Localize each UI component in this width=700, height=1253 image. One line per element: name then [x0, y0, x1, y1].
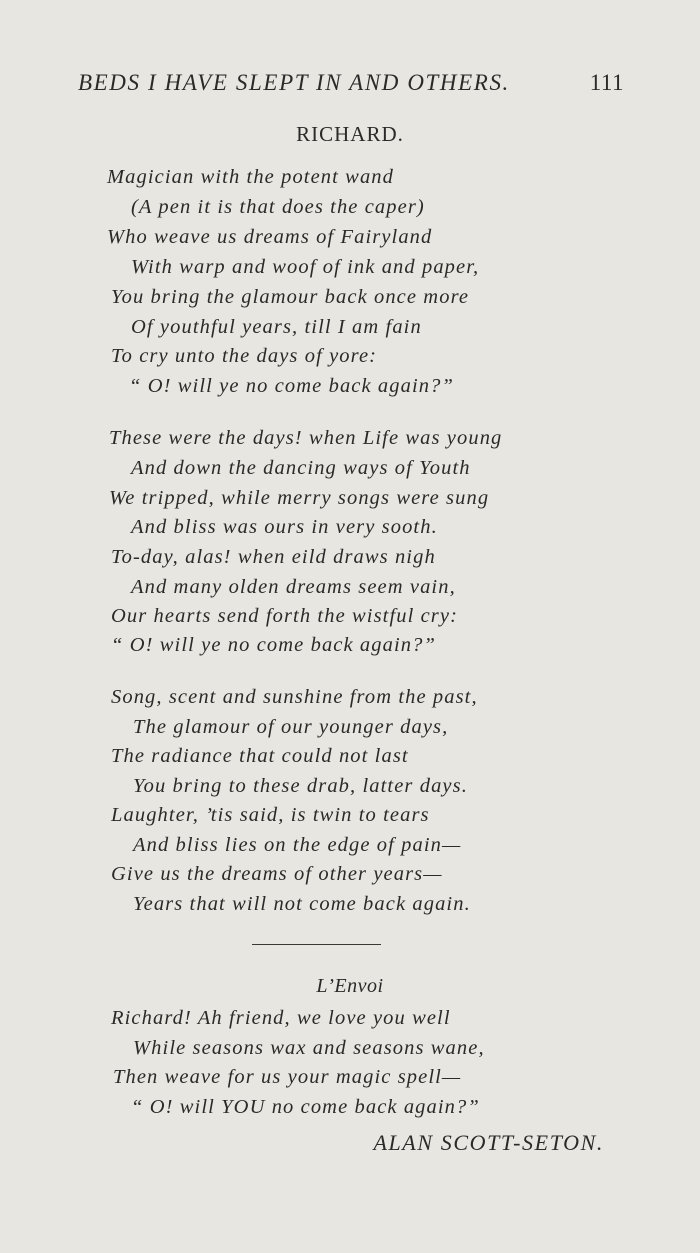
poem-line: With warp and woof of ink and paper,	[131, 256, 480, 278]
poem-line: And bliss lies on the edge of pain—	[133, 834, 462, 856]
poem-line: To cry unto the days of yore:	[111, 345, 378, 367]
page-number: 111	[589, 70, 624, 95]
envoi-title: L’Envoi	[316, 975, 384, 997]
poem-line: Who weave us dreams of Fairyland	[107, 226, 433, 248]
poem-line: Laughter, ’tis said, is twin to tears	[111, 804, 430, 826]
poem-line: Richard! Ah friend, we love you well	[111, 1007, 451, 1029]
poem-line: Years that will not come back again.	[133, 893, 471, 915]
poem-line: The radiance that could not last	[111, 745, 409, 767]
running-title: BEDS I HAVE SLEPT IN AND OTHERS.	[78, 70, 510, 95]
poem-line: Of youthful years, till I am fain	[131, 316, 422, 338]
section-divider	[252, 944, 381, 945]
poem-line: We tripped, while merry songs were sung	[109, 487, 490, 509]
poem-line: To-day, alas! when eild draws nigh	[111, 546, 436, 568]
poem-line: These were the days! when Life was young	[109, 427, 503, 449]
poem-line: Give us the dreams of other years—	[111, 863, 443, 885]
poem-line: You bring the glamour back once more	[111, 286, 470, 308]
author-signature: ALAN SCOTT-SETON.	[373, 1130, 604, 1155]
poem-title: RICHARD.	[296, 122, 404, 146]
poem-line: And many olden dreams seem vain,	[131, 576, 456, 598]
poem-line: While seasons wax and seasons wane,	[133, 1037, 485, 1059]
poem-line: And down the dancing ways of Youth	[131, 457, 471, 479]
poem-line: Then weave for us your magic spell—	[113, 1066, 462, 1088]
poem-line: “ O! will YOU no come back again?”	[131, 1096, 480, 1118]
poem-line: “ O! will ye no come back again?”	[129, 375, 454, 397]
running-head	[78, 70, 626, 100]
poem-line: You bring to these drab, latter days.	[133, 775, 468, 797]
poem-line: Song, scent and sunshine from the past,	[111, 686, 478, 708]
poem-line: (A pen it is that does the caper)	[131, 196, 425, 218]
poem-line: Our hearts send forth the wistful cry:	[111, 605, 459, 627]
poem-line: And bliss was ours in very sooth.	[131, 516, 438, 538]
poem-line: The glamour of our younger days,	[133, 716, 449, 738]
poem-line: “ O! will ye no come back again?”	[111, 634, 436, 656]
poem-line: Magician with the potent wand	[107, 166, 394, 188]
